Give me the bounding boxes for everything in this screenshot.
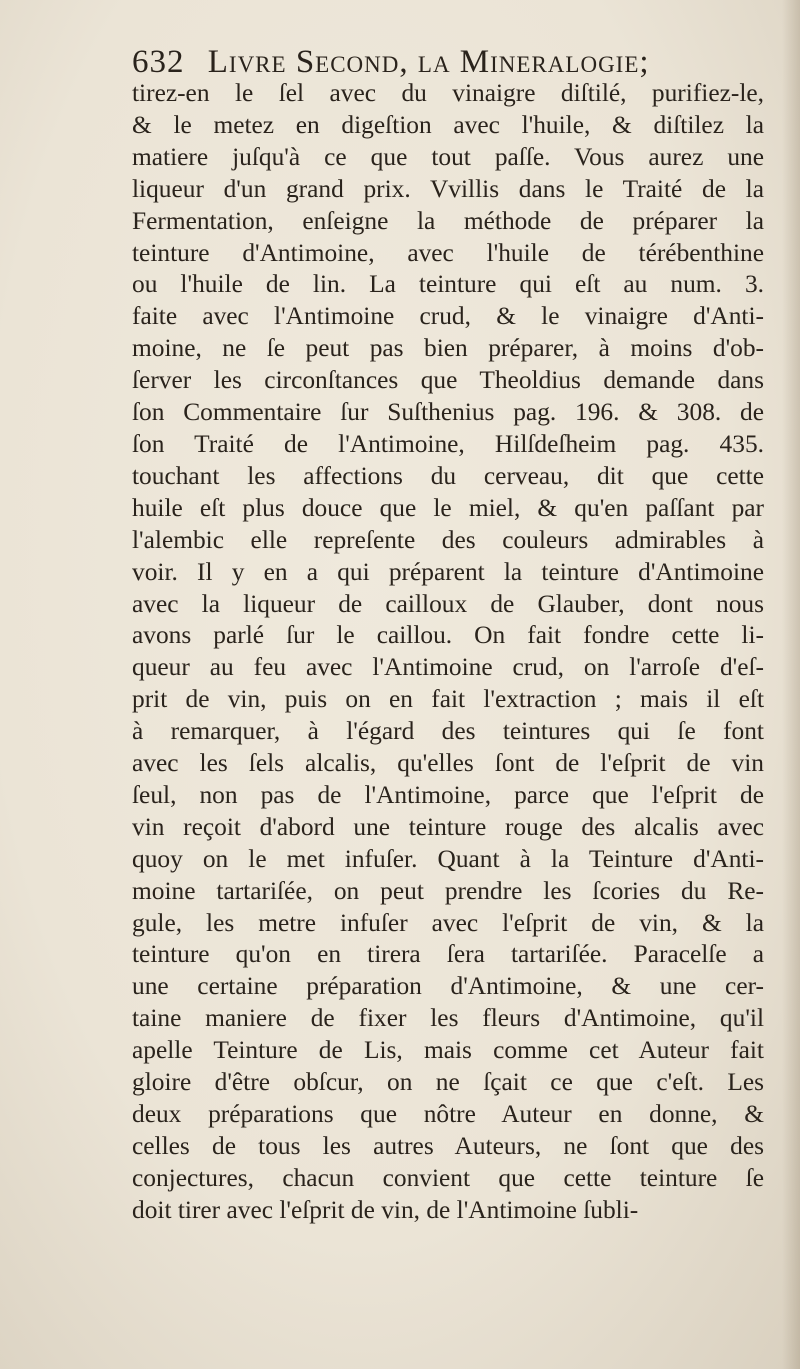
text-line: ſon Commentaire ſur Suſthenius pag. 196. & 308. de (132, 398, 764, 427)
text-line: ſerver les circonſtances que Theoldius demande dans (132, 366, 764, 395)
text-line: avec la liqueur de cailloux de Glauber, dont nous (132, 589, 764, 618)
text-line: à remarquer, à l'égard des teintures qui ſe font (132, 717, 764, 746)
text-line: une certaine préparation d'Antimoine, & une cer- (132, 972, 764, 1001)
text-line: huile eſt plus douce que le miel, & qu'en paſſant par (132, 493, 764, 522)
text-line: faite avec l'Antimoine crud, & le vinaigre d'Anti- (132, 302, 764, 331)
text-line: ſon Traité de l'Antimoine, Hilſdeſheim pag. 435. (132, 429, 764, 458)
text-line: gule, les metre infuſer avec l'eſprit de vin, & la (132, 908, 764, 937)
text-line: tirez-en le ſel avec du vinaigre diſtilé, purifiez-le, (132, 79, 764, 107)
text-line: doit tirer avec l'eſprit de vin, de l'Antimoine ſubli- (132, 1195, 639, 1224)
text-line: vin reçoit d'abord une teinture rouge des alcalis avec (132, 812, 764, 841)
text-line: apelle Teinture de Lis, mais comme cet Auteur fait (132, 1036, 764, 1065)
text-line: avons parlé ſur le caillou. On fait fondre cette li- (132, 621, 764, 650)
text-line: celles de tous les autres Auteurs, ne ſont que des (132, 1131, 764, 1160)
text-line: touchant les affections du cerveau, dit que cette (132, 461, 764, 490)
text-line: teinture d'Antimoine, avec l'huile de térébenthine (132, 238, 764, 267)
text-line: deux préparations que nôtre Auteur en donne, & (132, 1100, 764, 1128)
text-line: voir. Il y en a qui préparent la teinture d'Antimoine (132, 557, 764, 586)
text-line: quoy on le met infuſer. Quant à la Teinture d'Anti- (132, 844, 764, 873)
text-line: conjectures, chacun convient que cette teinture ſe (132, 1163, 764, 1192)
text-line: moine tartariſée, on peut prendre les ſcories du Re- (132, 876, 764, 905)
text-line: taine maniere de fixer les fleurs d'Antimoine, qu'il (132, 1004, 764, 1033)
text-line: ou l'huile de lin. La teinture qui eſt au num. 3. (132, 270, 764, 299)
text-line: Fermentation, enſeigne la méthode de préparer la (132, 206, 764, 235)
text-line: matiere juſqu'à ce que tout paſſe. Vous aurez une (132, 142, 764, 171)
page-number: 632 (132, 44, 185, 80)
text-line: avec les ſels alcalis, qu'elles ſont de l'eſprit de vin (132, 749, 764, 778)
page-edge-shadow (782, 0, 800, 1369)
text-line: gloire d'être obſcur, on ne ſçait ce que c'eſt. Les (132, 1068, 764, 1097)
running-head: Livre Second, la Mineralogie; (207, 44, 650, 80)
text-line: l'alembic elle repreſente des couleurs admirables à (132, 525, 764, 554)
text-line: prit de vin, puis on en fait l'extraction ; mais il eſt (132, 685, 764, 714)
text-line: queur au feu avec l'Antimoine crud, on l'arroſe d'eſ- (132, 653, 764, 682)
text-line: & le metez en digeſtion avec l'huile, & diſtilez la (132, 110, 764, 139)
text-line: teinture qu'on en tirera ſera tartariſée. Paracelſe a (132, 940, 764, 969)
text-line: moine, ne ſe peut pas bien préparer, à moins d'ob- (132, 334, 764, 363)
text-line: liqueur d'un grand prix. Vvillis dans le Traité de la (132, 174, 764, 203)
text-line: ſeul, non pas de l'Antimoine, parce que l'eſprit de (132, 780, 764, 809)
body-text (132, 78, 764, 1227)
